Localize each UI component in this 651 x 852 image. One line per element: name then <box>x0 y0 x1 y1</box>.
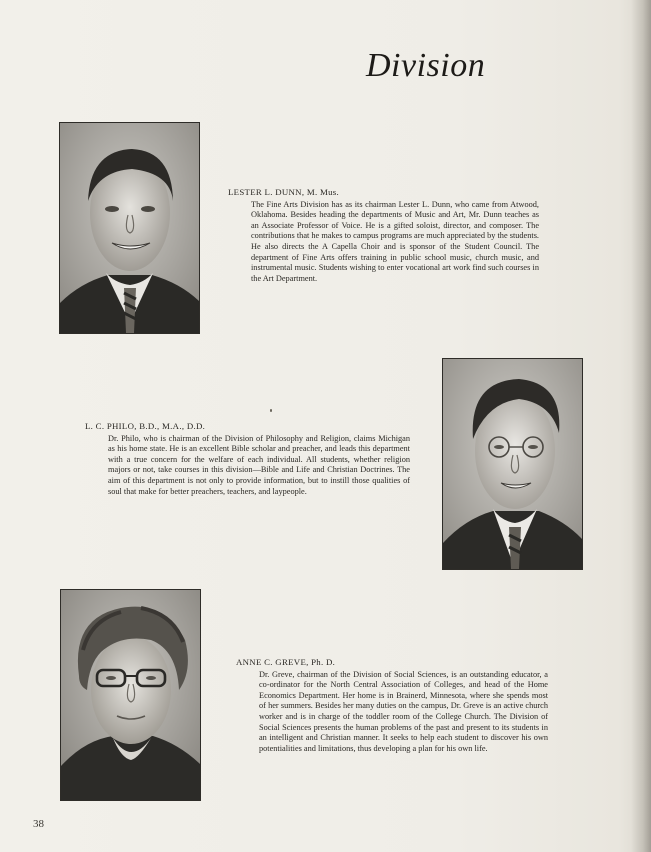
bio-text: Dr. Greve, chairman of the Division of Social Sciences, is an outstanding educator, a co-ordinator for the North Central Association of Colleges, and head of the Home Economics Department. Her home is in Brainerd, Minnesota, where she spends most of her summers. Besides her many duties on the campus, Dr. Greve is an active church worker and is in charge of the toddler room of the College Church. The Division of Social Sciences presents the human problems of the past and present to its students in an intelligent and Christian manner. It seeks to help each student to discover his own potentialities and limitations, thus developing a plan for his own life. <box>259 669 548 753</box>
bio-name: L. C. PHILO, B.D., M.A., D.D. <box>85 421 206 431</box>
bio-text: Dr. Philo, who is chairman of the Division of Philosophy and Religion, claims Michigan as his home state. He is an excellent Bible scholar and preacher, and leads this department with a true concern for the welfare of each individual. All students, whether religion majors or not, take courses in this division—Bible and Life and Christian Doctrines. The aim of this department is not only to provide information, but to instill those qualities of soul that make for better preachers, teachers, and laypeople. <box>108 433 410 496</box>
bio-name: ANNE C. GREVE, Ph. D. <box>236 657 336 667</box>
paper-speck <box>270 409 272 412</box>
bio-dunn <box>228 187 539 284</box>
bio-philo <box>85 421 410 497</box>
portrait-photo-philo <box>442 358 583 570</box>
bio-text: The Fine Arts Division has as its chairman Lester L. Dunn, who came from Atwood, Oklahoma. Besides heading the departments of Music and Art, Mr. Dunn teaches as an Associate Professor of Voice. He is a gifted soloist, director, and composer. The contributions that he makes to campus programs are much appreciated by the students. He also directs the A Capella Choir and is sponsor of the Student Council. The department of Fine Arts offers training in public school music, church music, and instrumental music. Students wishing to enter vocational art work find such courses in the Art Department. <box>251 199 539 283</box>
page-binding-shadow <box>631 0 651 852</box>
portrait-photo-greve <box>60 589 201 801</box>
page-title: Division <box>366 47 486 84</box>
portrait-photo-dunn <box>59 122 200 334</box>
page-number: 38 <box>33 818 44 830</box>
bio-greve <box>236 657 548 754</box>
bio-name: LESTER L. DUNN, M. Mus. <box>228 187 339 197</box>
